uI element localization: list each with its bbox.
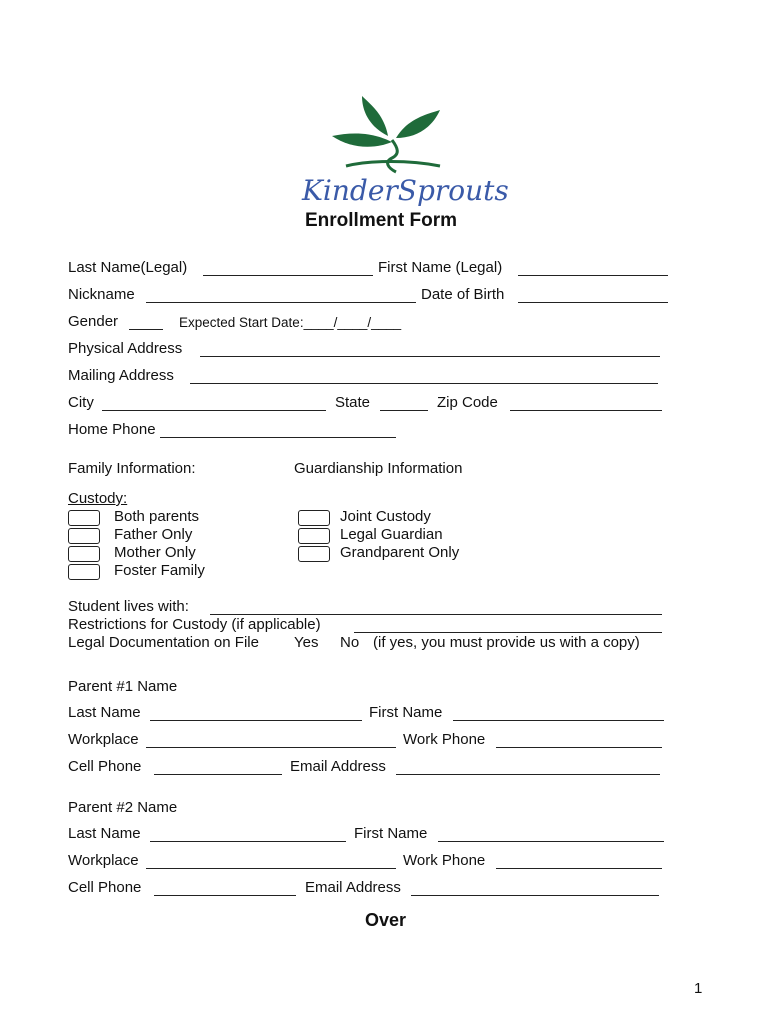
legal-doc-no-option[interactable]: No — [340, 634, 360, 651]
parent2-heading: Parent #2 Name — [68, 799, 178, 816]
parent1-work-phone-label: Work Phone — [403, 731, 486, 748]
dob-field[interactable] — [518, 302, 668, 303]
student-lives-with-label: Student lives with: — [68, 598, 189, 615]
parent1-last-name-label: Last Name — [68, 704, 141, 721]
last-name-legal-field[interactable] — [203, 275, 373, 276]
gender-label: Gender — [68, 313, 119, 330]
home-phone-label: Home Phone — [68, 421, 156, 438]
checkbox-legal-guardian[interactable] — [298, 528, 330, 544]
over-label: Over — [365, 910, 407, 930]
form-title: Enrollment Form — [305, 210, 458, 231]
logo-text: KinderSprouts — [302, 174, 509, 207]
parent1-email-field[interactable] — [396, 774, 660, 775]
parent1-cell-phone-field[interactable] — [154, 774, 282, 775]
guardianship-information-heading: Guardianship Information — [294, 460, 463, 477]
parent2-first-name-field[interactable] — [438, 841, 664, 842]
mailing-address-label: Mailing Address — [68, 367, 174, 384]
custody-option-label: Father Only — [114, 526, 193, 543]
checkbox-joint-custody[interactable] — [298, 510, 330, 526]
legal-documentation-label: Legal Documentation on File — [68, 634, 259, 651]
expected-start-date[interactable]: Expected Start Date:____/____/____ — [179, 315, 402, 330]
student-lives-with-field[interactable] — [210, 614, 662, 615]
custody-option-label: Both parents — [114, 508, 200, 525]
zip-code-label: Zip Code — [437, 394, 498, 411]
zip-code-field[interactable] — [510, 410, 662, 411]
city-field[interactable] — [102, 410, 326, 411]
guardian-option-label: Joint Custody — [340, 508, 431, 525]
checkbox-mother-only[interactable] — [68, 546, 100, 562]
parent2-email-field[interactable] — [411, 895, 659, 896]
parent1-cell-phone-label: Cell Phone — [68, 758, 142, 775]
physical-address-label: Physical Address — [68, 340, 183, 357]
guardian-option-label: Grandparent Only — [340, 544, 460, 561]
parent2-cell-phone-field[interactable] — [154, 895, 296, 896]
page-number: 1 — [694, 980, 703, 997]
custody-option-label: Foster Family — [114, 562, 205, 579]
parent1-first-name-field[interactable] — [453, 720, 664, 721]
last-name-legal-label: Last Name(Legal) — [68, 259, 188, 276]
parent2-last-name-field[interactable] — [150, 841, 346, 842]
parent2-workplace-field[interactable] — [146, 868, 396, 869]
checkbox-foster-family[interactable] — [68, 564, 100, 580]
legal-doc-yes-option[interactable]: Yes — [294, 634, 319, 651]
checkbox-father-only[interactable] — [68, 528, 100, 544]
restrictions-label: Restrictions for Custody (if applicable) — [68, 616, 321, 633]
family-information-heading: Family Information: — [68, 460, 196, 477]
parent2-email-label: Email Address — [305, 879, 401, 896]
parent1-first-name-label: First Name — [369, 704, 443, 721]
parent1-work-phone-field[interactable] — [496, 747, 662, 748]
state-field[interactable] — [380, 410, 428, 411]
parent1-workplace-field[interactable] — [146, 747, 396, 748]
parent1-last-name-field[interactable] — [150, 720, 362, 721]
nickname-label: Nickname — [68, 286, 135, 303]
parent1-workplace-label: Workplace — [68, 731, 139, 748]
restrictions-field[interactable] — [354, 632, 662, 633]
dob-label: Date of Birth — [421, 286, 505, 303]
first-name-legal-field[interactable] — [518, 275, 668, 276]
custody-label: Custody: — [68, 490, 128, 507]
first-name-legal-label: First Name (Legal) — [378, 259, 503, 276]
legal-doc-note: (if yes, you must provide us with a copy) — [373, 634, 640, 651]
kindersprouts-logo — [300, 92, 509, 210]
parent2-first-name-label: First Name — [354, 825, 428, 842]
parent1-email-label: Email Address — [290, 758, 386, 775]
checkbox-grandparent-only[interactable] — [298, 546, 330, 562]
parent2-cell-phone-label: Cell Phone — [68, 879, 142, 896]
physical-address-field[interactable] — [200, 356, 660, 357]
city-label: City — [68, 394, 94, 411]
custody-option-label: Mother Only — [114, 544, 196, 561]
checkbox-both-parents[interactable] — [68, 510, 100, 526]
nickname-field[interactable] — [146, 302, 416, 303]
parent2-workplace-label: Workplace — [68, 852, 139, 869]
home-phone-field[interactable] — [160, 437, 396, 438]
gender-field[interactable] — [129, 329, 163, 330]
state-label: State — [335, 394, 371, 411]
parent2-work-phone-label: Work Phone — [403, 852, 486, 869]
parent2-last-name-label: Last Name — [68, 825, 141, 842]
parent1-heading: Parent #1 Name — [68, 678, 178, 695]
guardian-option-label: Legal Guardian — [340, 526, 443, 543]
mailing-address-field[interactable] — [190, 383, 658, 384]
parent2-work-phone-field[interactable] — [496, 868, 662, 869]
